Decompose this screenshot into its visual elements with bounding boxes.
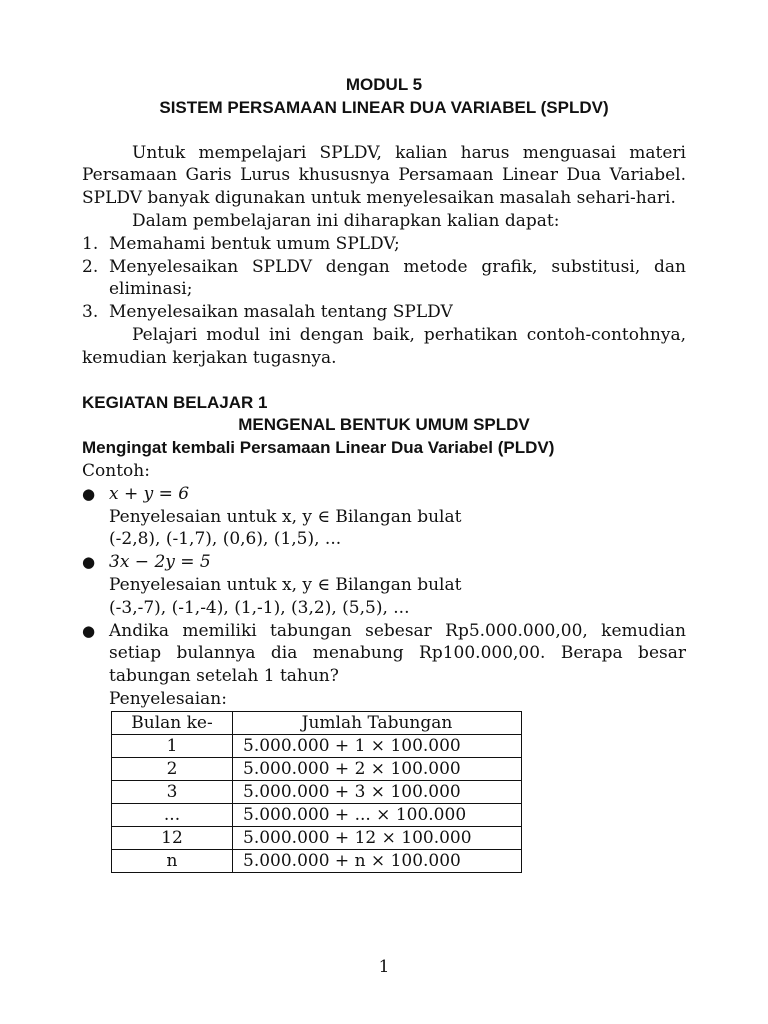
penyelesaian-label: Penyelesaian: bbox=[109, 688, 227, 709]
column-header: Jumlah Tabungan bbox=[233, 711, 522, 734]
solution-label: Penyelesaian untuk x, y ∈ Bilangan bulat bbox=[109, 506, 462, 527]
intro-paragraph-2: Dalam pembelajaran ini diharapkan kalian dapat: bbox=[132, 210, 560, 231]
table-header-row bbox=[112, 711, 522, 734]
example-item bbox=[82, 483, 686, 551]
table-cell: 5.000.000 + 12 × 100.000 bbox=[233, 826, 522, 849]
table-row bbox=[112, 826, 522, 849]
intro-paragraph-3: Pelajari modul ini dengan baik, perhatikan contoh-contohnya, kemudian kerjakan tugasnya. bbox=[82, 324, 686, 368]
table-cell: n bbox=[112, 849, 233, 872]
contoh-label: Contoh: bbox=[82, 460, 150, 481]
solution-label: Penyelesaian untuk x, y ∈ Bilangan bulat bbox=[109, 574, 462, 595]
list-item: 3. Menyelesaikan masalah tentang SPLDV bbox=[82, 302, 453, 323]
solution-pairs: (-3,-7), (-1,-4), (1,-1), (3,2), (5,5), ... bbox=[109, 597, 410, 618]
table-cell: 5.000.000 + 1 × 100.000 bbox=[233, 734, 522, 757]
table-row bbox=[112, 757, 522, 780]
table-cell: 2 bbox=[112, 757, 233, 780]
example-item bbox=[82, 620, 686, 688]
table-cell: 3 bbox=[112, 780, 233, 803]
savings-table bbox=[111, 711, 522, 873]
equation: x + y = 6 bbox=[109, 483, 190, 504]
table-cell: 1 bbox=[112, 734, 233, 757]
document-page bbox=[82, 74, 686, 873]
table-cell: 5.000.000 + ... × 100.000 bbox=[233, 803, 522, 826]
list-item: 1. Memahami bentuk umum SPLDV; bbox=[82, 233, 400, 254]
kegiatan-subheading: MENGENAL BENTUK UMUM SPLDV bbox=[238, 415, 530, 435]
objectives-list bbox=[82, 233, 686, 324]
section-heading: Mengingat kembali Persamaan Linear Dua Variabel (PLDV) bbox=[82, 438, 555, 458]
story-problem: Andika memiliki tabungan sebesar Rp5.000.000,00, kemudian setiap bulannya dia menabung Rp100.000,00. Berapa besar tabungan setelah 1 tahun? bbox=[109, 620, 686, 687]
table-cell: 5.000.000 + n × 100.000 bbox=[233, 849, 522, 872]
bullet-icon: ● bbox=[82, 484, 96, 503]
table-cell: 5.000.000 + 2 × 100.000 bbox=[233, 757, 522, 780]
table-cell: 12 bbox=[112, 826, 233, 849]
table-row bbox=[112, 849, 522, 872]
table-cell: 5.000.000 + 3 × 100.000 bbox=[233, 780, 522, 803]
bullet-icon: ● bbox=[82, 621, 96, 640]
table-row bbox=[112, 734, 522, 757]
kegiatan-heading: KEGIATAN BELAJAR 1 bbox=[82, 392, 268, 412]
page-number: 1 bbox=[378, 957, 390, 977]
column-header: Bulan ke- bbox=[112, 711, 233, 734]
solution-pairs: (-2,8), (-1,7), (0,6), (1,5), ... bbox=[109, 529, 342, 550]
list-item: 2. Menyelesaikan SPLDV dengan metode grafik, substitusi, dan eliminasi; bbox=[82, 256, 686, 300]
table-row bbox=[112, 803, 522, 826]
table-cell: ... bbox=[112, 803, 233, 826]
page-title: SISTEM PERSAMAAN LINEAR DUA VARIABEL (SPLDV) bbox=[159, 97, 609, 117]
intro-paragraph-1: Untuk mempelajari SPLDV, kalian harus menguasai materi Persamaan Garis Lurus khususnya Persamaan Linear Dua Variabel. SPLDV banyak digunakan untuk menyelesaikan masalah sehari-hari. bbox=[82, 142, 686, 209]
table-row bbox=[112, 780, 522, 803]
module-label: MODUL 5 bbox=[345, 75, 423, 94]
equation: 3x − 2y = 5 bbox=[109, 552, 211, 573]
bullet-icon: ● bbox=[82, 553, 96, 572]
example-item bbox=[82, 551, 686, 619]
